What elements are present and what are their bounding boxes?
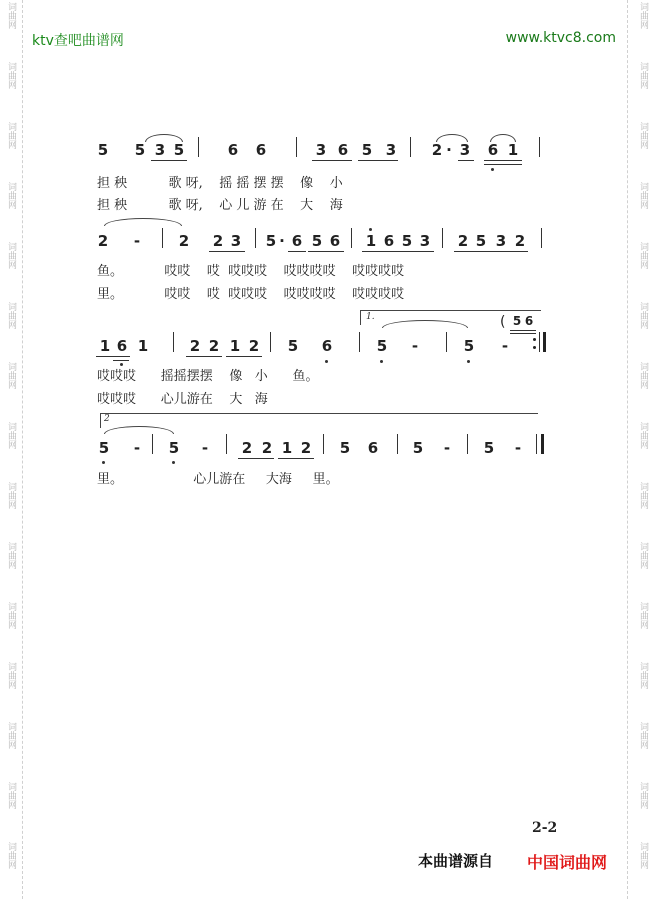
note: 2	[97, 232, 109, 250]
note: 5	[311, 232, 323, 250]
note: 5	[134, 141, 146, 159]
side-watermark-text: 词曲网	[638, 722, 648, 749]
note: 1	[507, 141, 519, 159]
beam	[209, 251, 245, 252]
barline	[198, 137, 199, 157]
lyric-verse-1: 担 秧 歌 呀, 摇 摇 摆 摆 像 小	[97, 176, 343, 191]
dot-duration: ·	[279, 232, 285, 250]
side-watermark-text: 词曲网	[638, 422, 648, 449]
first-ending-number: 1.	[366, 312, 375, 322]
note: 5	[361, 141, 373, 159]
side-watermark-text: 词曲网	[638, 62, 648, 89]
note: 1	[99, 337, 111, 355]
note: 6	[255, 141, 267, 159]
note: 2	[457, 232, 469, 250]
side-watermark-text: 词曲网	[6, 302, 16, 329]
barline	[226, 434, 227, 454]
beam	[308, 251, 344, 252]
barline	[541, 228, 542, 248]
note: 1	[137, 337, 149, 355]
lyric-verse-1: 鱼。 哎哎 哎 哎哎哎 哎哎哎哎 哎哎哎哎	[97, 264, 405, 279]
note: -	[514, 439, 522, 457]
side-watermark-text: 词曲网	[638, 842, 648, 869]
slur	[490, 134, 516, 142]
side-watermark-text: 词曲网	[638, 122, 648, 149]
barline	[539, 332, 540, 352]
right-watermark-strip	[634, 0, 648, 899]
note: 2	[178, 232, 190, 250]
note: 5	[173, 141, 185, 159]
note: 3	[459, 141, 471, 159]
side-watermark-text: 词曲网	[6, 242, 16, 269]
header-site-name[interactable]: ktv查吧曲谱网	[32, 33, 124, 49]
note: 2	[212, 232, 224, 250]
side-watermark-text: 词曲网	[638, 602, 648, 629]
barline	[536, 434, 537, 454]
side-watermark-text: 词曲网	[638, 362, 648, 389]
note: -	[201, 439, 209, 457]
barline	[410, 137, 411, 157]
note: 6	[367, 439, 379, 457]
side-watermark-text: 词曲网	[638, 542, 648, 569]
note: 2	[300, 439, 312, 457]
note: 5	[483, 439, 495, 457]
beam	[113, 360, 129, 361]
second-ending-bracket	[100, 413, 538, 428]
barline	[323, 434, 324, 454]
beam	[278, 458, 314, 459]
beam	[186, 356, 222, 357]
side-watermark-text: 词曲网	[6, 782, 16, 809]
paren-open: (	[500, 314, 506, 330]
note: 5	[98, 439, 110, 457]
lyric-verse-2: 哎哎哎 心儿游在 大 海	[97, 392, 268, 407]
barline	[359, 332, 360, 352]
final-barline	[541, 434, 544, 454]
barline	[152, 434, 153, 454]
note: 3	[154, 141, 166, 159]
repeat-barline	[543, 332, 546, 352]
side-watermark-text: 词曲网	[6, 122, 16, 149]
second-ending-number: 2	[104, 414, 110, 424]
left-margin-line	[22, 0, 23, 899]
note: 2	[189, 337, 201, 355]
note: 6	[337, 141, 349, 159]
note: -	[133, 232, 141, 250]
lyric-verse-1: 哎哎哎 摇摇摆摆 像 小 鱼。	[97, 369, 319, 384]
barline	[270, 332, 271, 352]
note: 6	[321, 337, 333, 355]
lyric-verse-2: 里。 哎哎 哎 哎哎哎 哎哎哎哎 哎哎哎哎	[97, 287, 405, 302]
right-margin-line	[627, 0, 628, 899]
low-octave-dot	[467, 360, 470, 363]
note: 3	[385, 141, 397, 159]
lyric-verse-2: 担 秧 歌 呀, 心 儿 游 在 大 海	[97, 198, 343, 213]
note: 2	[208, 337, 220, 355]
note: -	[411, 337, 419, 355]
beam	[458, 160, 474, 161]
side-watermark-text: 词曲网	[6, 2, 16, 29]
side-watermark-text: 词曲网	[638, 482, 648, 509]
slur	[104, 218, 182, 226]
note: 5	[412, 439, 424, 457]
barline	[351, 228, 352, 248]
side-watermark-text: 词曲网	[6, 602, 16, 629]
note: -	[443, 439, 451, 457]
note: 6	[383, 232, 395, 250]
note: 5	[265, 232, 277, 250]
side-watermark-text: 词曲网	[638, 242, 648, 269]
side-watermark-text: 词曲网	[6, 542, 16, 569]
note: 1	[281, 439, 293, 457]
slur	[436, 134, 468, 142]
note: 5	[376, 337, 388, 355]
note: 6	[329, 232, 341, 250]
high-octave-dot	[369, 228, 372, 231]
note: 6	[524, 314, 534, 328]
note: 3	[419, 232, 431, 250]
beam	[226, 356, 262, 357]
beam	[238, 458, 274, 459]
beam	[362, 251, 434, 252]
side-watermark-text: 词曲网	[638, 662, 648, 689]
note: 5	[463, 337, 475, 355]
side-watermark-text: 词曲网	[6, 662, 16, 689]
side-watermark-text: 词曲网	[6, 722, 16, 749]
note: 5	[401, 232, 413, 250]
side-watermark-text: 词曲网	[638, 2, 648, 29]
note: 2	[261, 439, 273, 457]
side-watermark-text: 词曲网	[638, 782, 648, 809]
low-octave-dot	[325, 360, 328, 363]
barline	[467, 434, 468, 454]
slur	[145, 134, 183, 142]
note: 6	[227, 141, 239, 159]
beam	[288, 251, 306, 252]
note: 2	[241, 439, 253, 457]
beam	[510, 333, 536, 334]
note: 1	[229, 337, 241, 355]
side-watermark-text: 词曲网	[6, 362, 16, 389]
note: 3	[230, 232, 242, 250]
barline	[539, 137, 540, 157]
dot-duration: ·	[446, 141, 452, 159]
low-octave-dot	[102, 461, 105, 464]
note: 6	[291, 232, 303, 250]
side-watermark-text: 词曲网	[6, 482, 16, 509]
left-watermark-strip	[2, 0, 16, 899]
low-octave-dot	[172, 461, 175, 464]
note: -	[133, 439, 141, 457]
barline	[162, 228, 163, 248]
note: 5	[287, 337, 299, 355]
barline	[442, 228, 443, 248]
low-octave-dot	[491, 168, 494, 171]
side-watermark-text: 词曲网	[6, 422, 16, 449]
beam	[96, 356, 130, 357]
note: 6	[116, 337, 128, 355]
note: 2	[248, 337, 260, 355]
note: 3	[315, 141, 327, 159]
beam	[484, 160, 522, 161]
header-site-url[interactable]: www.ktvc8.com	[505, 30, 616, 46]
beam	[484, 164, 522, 165]
barline	[296, 137, 297, 157]
note: 5	[97, 141, 109, 159]
lyric-verse-1: 里。 心儿游在 大海 里。	[97, 472, 339, 487]
note: 5	[512, 314, 522, 328]
side-watermark-text: 词曲网	[6, 842, 16, 869]
barline	[173, 332, 174, 352]
beam	[510, 330, 536, 331]
note: 2	[431, 141, 443, 159]
barline	[255, 228, 256, 248]
note: -	[501, 337, 509, 355]
low-octave-dot	[380, 360, 383, 363]
note: 1	[365, 232, 377, 250]
beam	[358, 160, 398, 161]
note: 3	[495, 232, 507, 250]
barline	[397, 434, 398, 454]
barline	[446, 332, 447, 352]
note: 6	[487, 141, 499, 159]
side-watermark-text: 词曲网	[638, 302, 648, 329]
beam	[151, 160, 187, 161]
beam	[312, 160, 352, 161]
note: 5	[168, 439, 180, 457]
note: 5	[339, 439, 351, 457]
repeat-sign-dots	[533, 338, 536, 354]
side-watermark-text: 词曲网	[6, 182, 16, 209]
source-site-name[interactable]: 中国词曲网	[527, 853, 608, 872]
page-number: 2-2	[532, 820, 558, 836]
note: 2	[514, 232, 526, 250]
source-label: 本曲谱源自	[418, 852, 494, 870]
side-watermark-text: 词曲网	[638, 182, 648, 209]
side-watermark-text: 词曲网	[6, 62, 16, 89]
note: 5	[475, 232, 487, 250]
beam	[454, 251, 528, 252]
